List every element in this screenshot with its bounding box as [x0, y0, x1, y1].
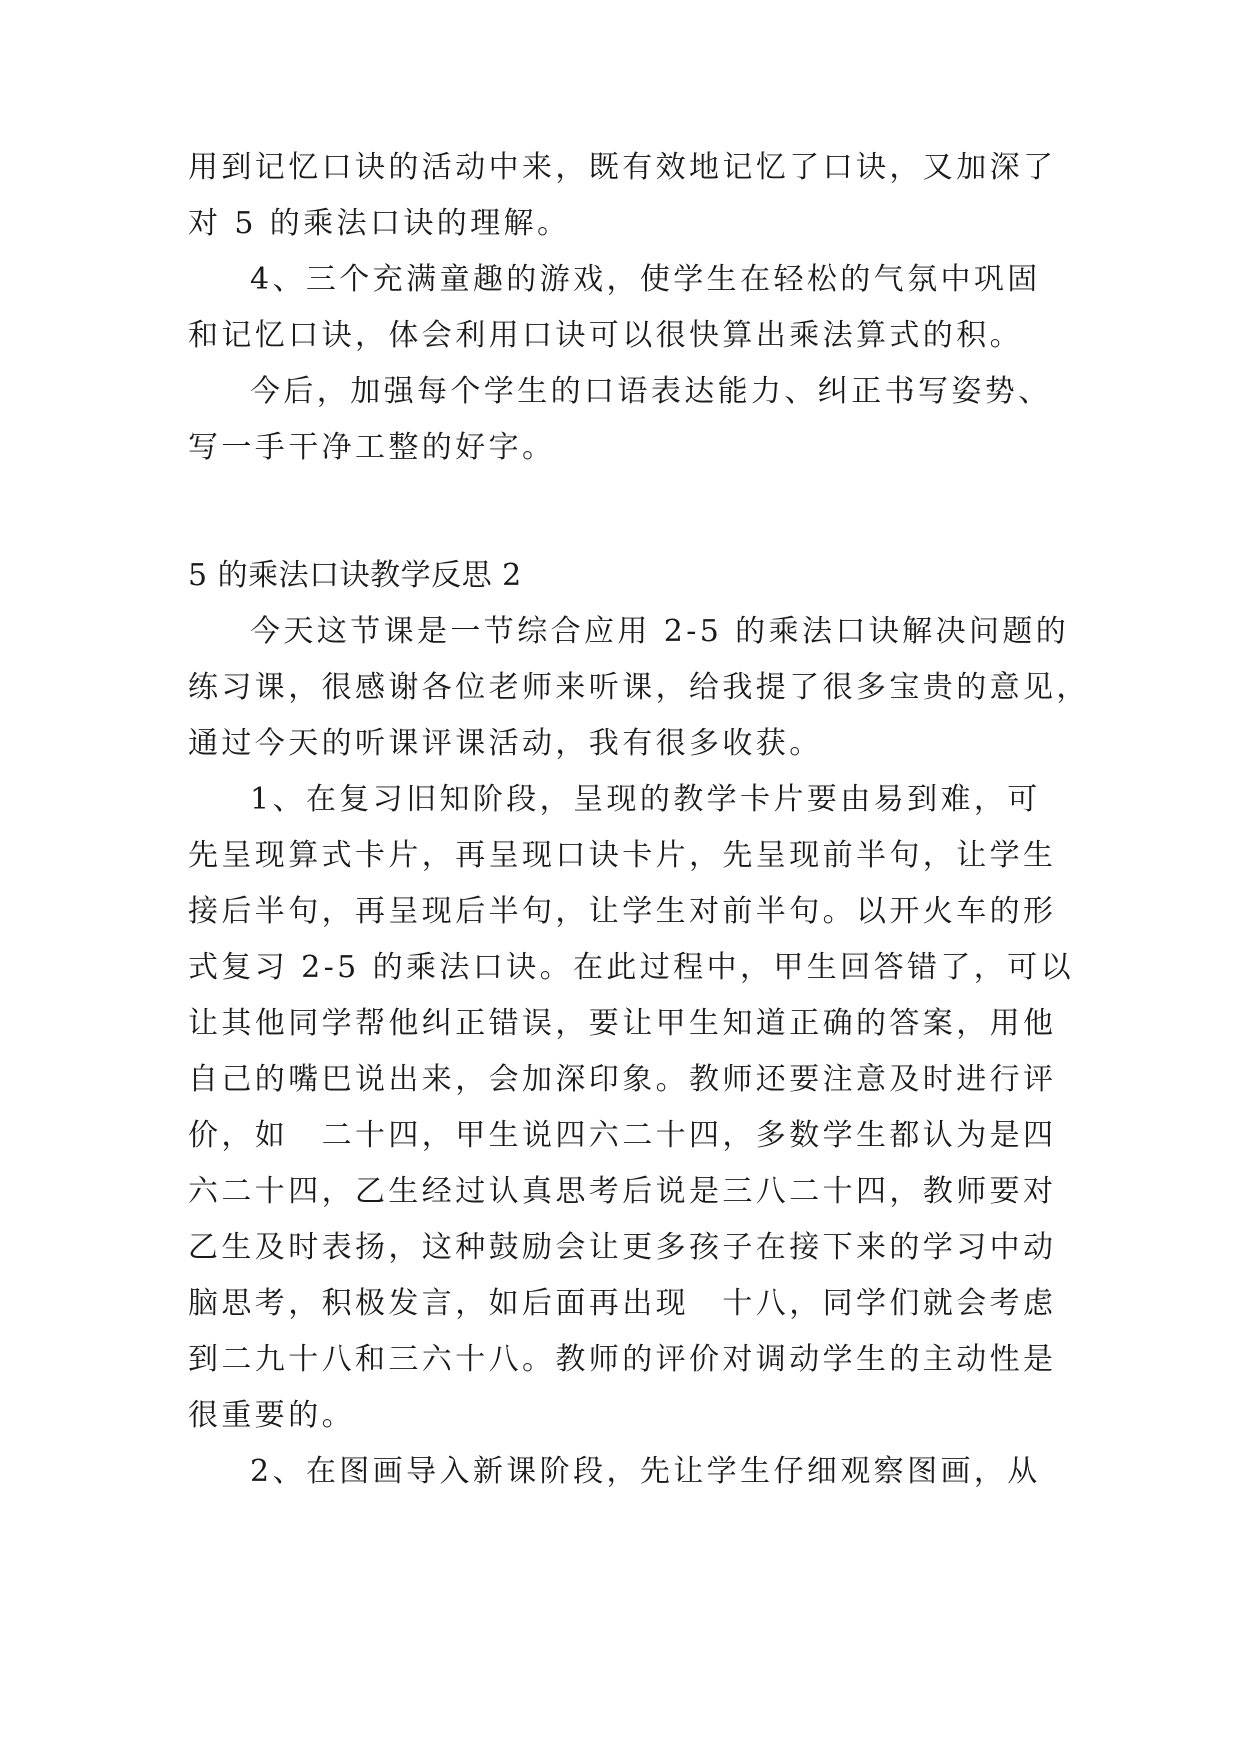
text-line: 1、在复习旧知阶段，呈现的教学卡片要由易到难，可: [250, 782, 1041, 817]
section-heading: 5 的乘法口诀教学反思 2: [188, 558, 522, 593]
text-line: 让其他同学帮他纠正错误，要让甲生知道正确的答案，用他: [188, 1006, 1057, 1041]
text-line: 4、三个充满童趣的游戏，使学生在轻松的气氛中巩固: [250, 262, 1041, 297]
text-line: 式复习 2-5 的乘法口诀。在此过程中，甲生回答错了，可以: [188, 950, 1074, 985]
text-line: 脑思考，积极发言，如后面再出现 十八，同学们就会考虑: [188, 1286, 1057, 1321]
text-line: 价，如 二十四，甲生说四六二十四，多数学生都认为是四: [188, 1118, 1057, 1153]
text-line: 通过今天的听课评课活动，我有很多收获。: [188, 726, 823, 761]
text-line: 到二九十八和三六十八。教师的评价对调动学生的主动性是: [188, 1342, 1057, 1377]
text-line: 2、在图画导入新课阶段，先让学生仔细观察图画，从: [250, 1454, 1041, 1489]
text-line: 今天这节课是一节综合应用 2-5 的乘法口诀解决问题的: [250, 614, 1070, 649]
text-line: 写一手干净工整的好字。: [188, 430, 556, 465]
text-line: 接后半句，再呈现后半句，让学生对前半句。以开火车的形: [188, 894, 1057, 929]
text-line: 对 5 的乘法口诀的理解。: [188, 206, 571, 241]
text-line: 很重要的。: [188, 1398, 355, 1433]
text-line: 自己的嘴巴说出来，会加深印象。教师还要注意及时进行评: [188, 1062, 1057, 1097]
text-line: 六二十四，乙生经过认真思考后说是三八二十四，教师要对: [188, 1174, 1057, 1209]
text-line: 乙生及时表扬，这种鼓励会让更多孩子在接下来的学习中动: [188, 1230, 1057, 1265]
text-line: 练习课，很感谢各位老师来听课，给我提了很多宝贵的意见，: [188, 670, 1090, 705]
text-line: 今后，加强每个学生的口语表达能力、纠正书写姿势、: [250, 374, 1052, 409]
text-line: 和记忆口诀，体会利用口诀可以很快算出乘法算式的积。: [188, 318, 1023, 353]
text-line: 先呈现算式卡片，再呈现口诀卡片，先呈现前半句，让学生: [188, 838, 1057, 873]
text-line: 用到记忆口诀的活动中来，既有效地记忆了口诀，又加深了: [188, 150, 1057, 185]
